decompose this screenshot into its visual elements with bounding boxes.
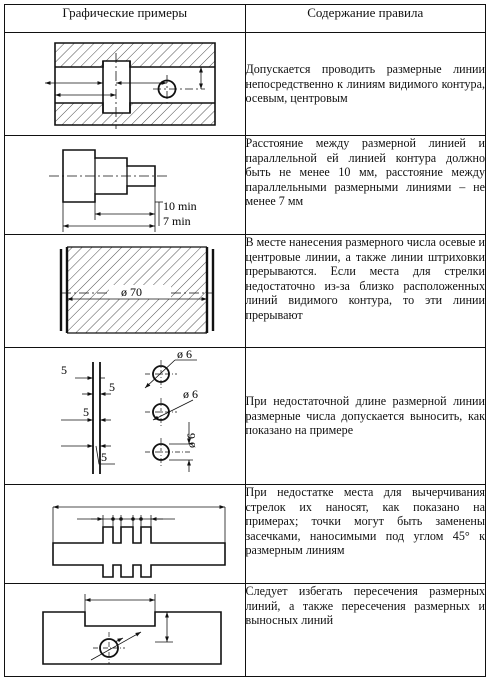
label-10-min: 10 min bbox=[163, 199, 197, 213]
figure-min-distance bbox=[5, 136, 246, 235]
table-row bbox=[5, 485, 486, 584]
figure-dimension-to-contour bbox=[5, 33, 246, 136]
table-row bbox=[5, 136, 486, 235]
figure-broken-hatching bbox=[5, 235, 246, 348]
table-row bbox=[5, 584, 486, 677]
label-diameter-6-middle: ø 6 bbox=[183, 387, 198, 401]
label-7-min: 7 min bbox=[163, 214, 191, 228]
label-5-middle: 5 bbox=[83, 405, 89, 419]
label-diameter-70: ø 70 bbox=[121, 285, 142, 299]
rule-text: При недостатке места для вычерчивания стрелок их наносят, как показано на примерах; точки могут быть заменены засечками, наносимыми под углом 45° к размерным линиям bbox=[245, 485, 486, 584]
label-5-bottom: 5 bbox=[101, 450, 107, 464]
label-diameter-6-vertical: ø 6 bbox=[184, 433, 198, 448]
header-rule-content: Содержание правила bbox=[245, 5, 486, 33]
label-5-right: 5 bbox=[109, 380, 115, 394]
figure-dots-instead-of-arrows bbox=[5, 485, 246, 584]
label-diameter-6-top: ø 6 bbox=[177, 348, 192, 361]
label-5-top: 5 bbox=[61, 363, 67, 377]
rule-text: Расстояние между размерной линией и параллельной ей линией контура должно быть не менее 10 мм, расстояние между параллельными размерными линиями – не менее 7 мм bbox=[245, 136, 486, 235]
header-graphic-examples: Графические примеры bbox=[5, 5, 246, 33]
rule-text: В месте нанесения размерного числа осевые и центровые линии, а также линии штриховки прерываются. Если места для стрелки недостаточно из-за близко расположенных линий видимого контура, то эти линии прерывают bbox=[245, 235, 486, 348]
rule-text: Допускается проводить размерные линии непосредственно к линиям видимого контура, осевым, центровым bbox=[245, 33, 486, 136]
figure-avoid-crossing bbox=[5, 584, 246, 677]
rules-table bbox=[4, 4, 486, 677]
rule-text: При недостаточной длине размерной линии размерные числа допускается выносить, как показано на примере bbox=[245, 348, 486, 485]
figure-moved-dimension-numbers bbox=[5, 348, 246, 485]
table-header-row bbox=[5, 5, 486, 33]
table-row bbox=[5, 348, 486, 485]
table-row bbox=[5, 235, 486, 348]
table-row bbox=[5, 33, 486, 136]
rule-text: Следует избегать пересечения размерных линий, а также пересечения размерных и выносных линий bbox=[245, 584, 486, 677]
